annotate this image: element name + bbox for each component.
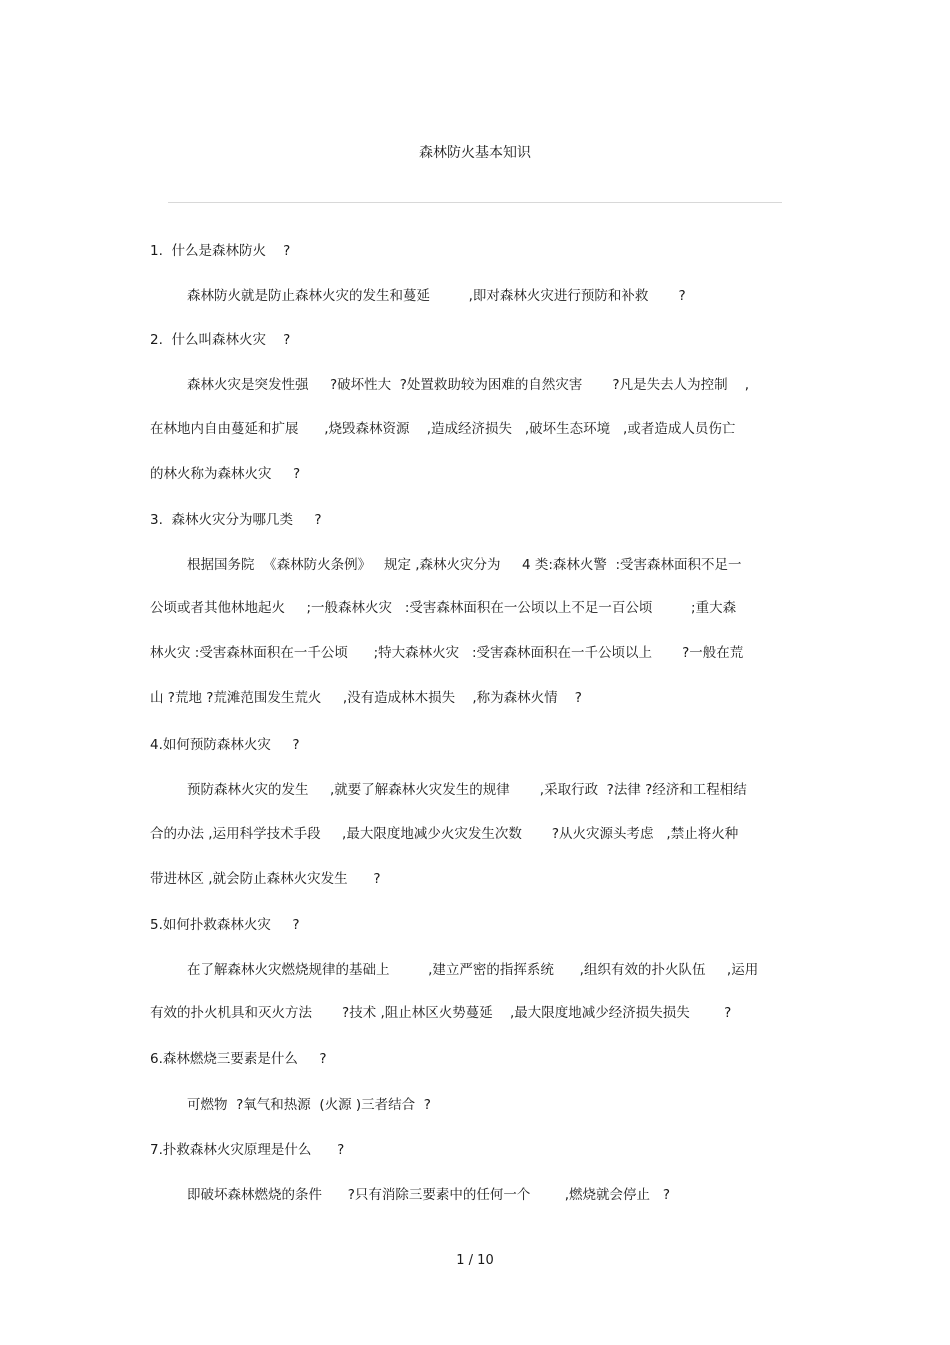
answer-line: 根据国务院 《森林防火条例》 规定 ,森林火灾分为 4 类:森林火警 :受害森林面积不足一 [187, 557, 742, 573]
question-heading: 2. 什么叫森林火灾 ? [150, 332, 291, 348]
page-number: 1 / 10 [456, 1253, 494, 1268]
answer-line: 公顷或者其他林地起火 ;一般森林火灾 :受害森林面积在一公顷以上不足一百公顷 ;重大森 [150, 600, 737, 616]
answer-line: 在了解森林火灾燃烧规律的基础上 ,建立严密的指挥系统 ,组织有效的扑火队伍 ,运用 [187, 962, 759, 978]
answer-line: 即破坏森林燃烧的条件 ?只有消除三要素中的任何一个 ,燃烧就会停止 ? [187, 1187, 671, 1203]
answer-line: 合的办法 ,运用科学技术手段 ,最大限度地减少火灾发生次数 ?从火灾源头考虑 ,禁止将火种 [150, 826, 739, 842]
question-heading: 3. 森林火灾分为哪几类 ? [150, 512, 322, 528]
answer-line: 有效的扑火机具和灭火方法 ?技术 ,阻止林区火势蔓延 ,最大限度地减少经济损失损失 ? [150, 1005, 732, 1021]
question-heading: 7.扑救森林火灾原理是什么 ? [150, 1142, 345, 1158]
question-heading: 4.如何预防森林火灾 ? [150, 737, 300, 753]
answer-line: 森林防火就是防止森林火灾的发生和蔓延 ,即对森林火灾进行预防和补救 ? [187, 288, 686, 304]
answer-line: 山 ?荒地 ?荒滩范围发生荒火 ,没有造成林木损失 ,称为森林火情 ? [150, 690, 582, 706]
page-title: 森林防火基本知识 [419, 145, 531, 161]
answer-line: 的林火称为森林火灾 ? [150, 466, 301, 482]
answer-line: 预防森林火灾的发生 ,就要了解森林火灾发生的规律 ,采取行政 ?法律 ?经济和工程相结 [187, 782, 747, 798]
question-heading: 5.如何扑救森林火灾 ? [150, 917, 300, 933]
answer-line: 在林地内自由蔓延和扩展 ,烧毁森林资源 ,造成经济损失 ,破坏生态环境 ,或者造成人员伤亡 [150, 421, 736, 437]
answer-line: 可燃物 ?氧气和热源 (火源 )三者结合 ? [187, 1097, 431, 1113]
answer-line: 带进林区 ,就会防止森林火灾发生 ? [150, 871, 381, 887]
question-heading: 6.森林燃烧三要素是什么 ? [150, 1051, 327, 1067]
answer-line: 森林火灾是突发性强 ?破坏性大 ?处置救助较为困难的自然灾害 ?凡是失去人为控制 , [187, 377, 750, 393]
question-heading: 1. 什么是森林防火 ? [150, 243, 291, 259]
title-divider [168, 202, 782, 203]
answer-line: 林火灾 :受害森林面积在一千公顷 ;特大森林火灾 :受害森林面积在一千公顷以上 ?一般在荒 [150, 645, 744, 661]
